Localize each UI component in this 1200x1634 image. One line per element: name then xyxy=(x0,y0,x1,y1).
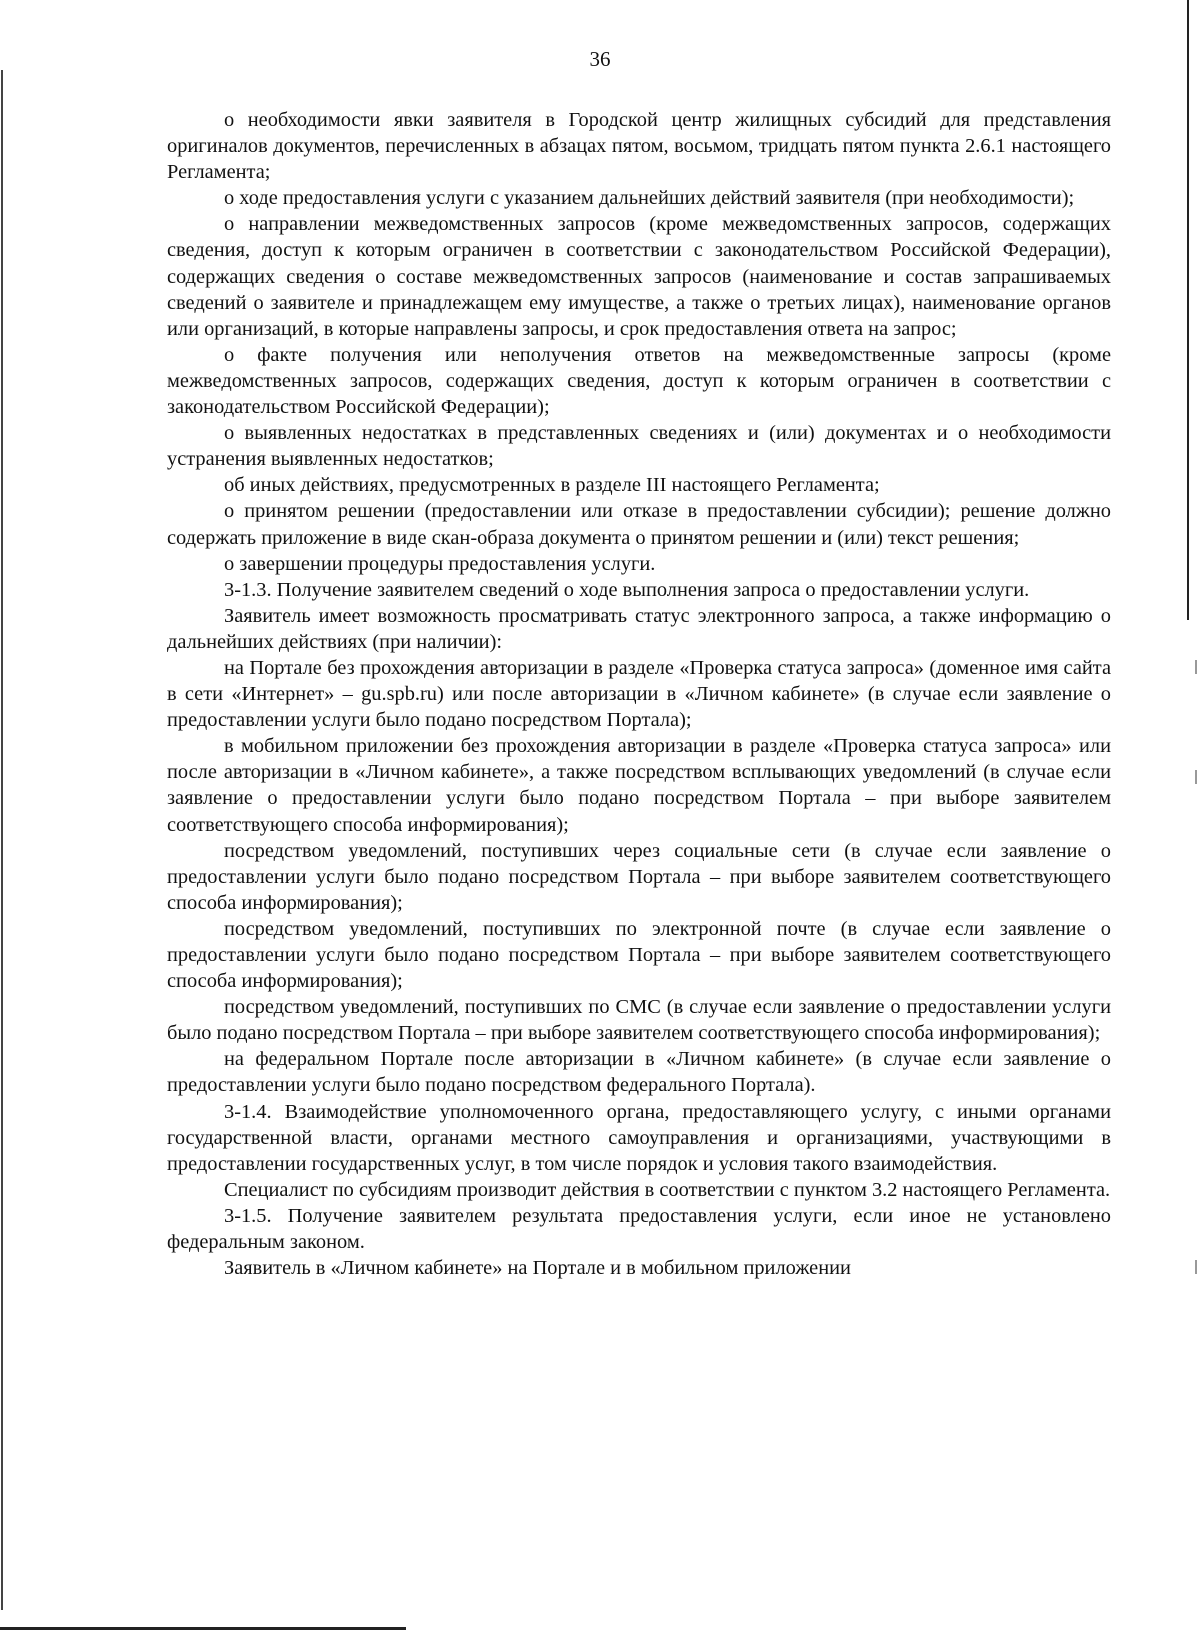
paragraph: о ходе предоставления услуги с указанием дальнейших действий заявителя (при необходимости); xyxy=(224,187,1075,210)
scan-mark xyxy=(1195,660,1197,674)
paragraph: посредством уведомлений, поступивших по электронной почте (в случае если заявление о предоставлении услуги было подано посредством Портала – при выборе заявителем соответствующего способа информирования); xyxy=(167,917,1111,993)
scan-border-bottom xyxy=(0,1627,406,1630)
paragraph: об иных действиях, предусмотренных в разделе III настоящего Регламента; xyxy=(224,474,880,497)
page-number: 36 xyxy=(589,47,611,71)
paragraph: на Портале без прохождения авторизации в разделе «Проверка статуса запроса» (доменное имя сайта в сети «Интернет» – gu.spb.ru) или после авторизации в «Личном кабинете» (в случае если заявление о предоставлении услуги было подано посредством Портала); xyxy=(167,656,1111,732)
scan-mark xyxy=(1195,1260,1197,1274)
section-heading: 3-1.3. Получение заявителем сведений о ходе выполнения запроса о предоставлении услуги. xyxy=(224,578,1030,601)
paragraph: о принятом решении (предоставлении или отказе в предоставлении субсидии); решение должно содержать приложение в виде скан-образа документа о принятом решении и (или) текст решения; xyxy=(167,500,1111,549)
scan-border-left xyxy=(1,70,3,1610)
scan-border-right xyxy=(1187,0,1189,620)
paragraph: на федеральном Портале после авторизации в «Личном кабинете» (в случае если заявление о предоставлении услуги было подано посредством федерального Портала). xyxy=(167,1048,1111,1097)
paragraph: о выявленных недостатках в представленных сведениях и (или) документах и о необходимости устранения выявленных недостатков; xyxy=(167,422,1111,471)
paragraph: о факте получения или неполучения ответов на межведомственные запросы (кроме межведомственных запросов, содержащих сведения, доступ к которым ограничен в соответствии с законодательством Российской Федерации); xyxy=(167,343,1111,419)
paragraph: посредством уведомлений, поступивших через социальные сети (в случае если заявление о предоставлении услуги было подано посредством Портала – при выборе заявителем соответствующего способа информирования); xyxy=(167,839,1111,914)
scan-mark xyxy=(1195,770,1197,784)
paragraph: о направлении межведомственных запросов (кроме межведомственных запросов, содержащих сведения, доступ к которым ограничен в соответствии с законодательством Российской Федерации), содержащих сведения о составе межведомственных запросов (наименование и состав запрашиваемых сведений о заявителе и принадлежащем ему имуществе, а также о третьих лицах), наименование органов или организаций, в которые направлены запросы, и срок предоставления ответа на запрос; xyxy=(167,213,1111,340)
paragraph: посредством уведомлений, поступивших по СМС (в случае если заявление о предоставлении услуги было подано посредством Портала – при выборе заявителем соответствующего способа информирования); xyxy=(167,996,1111,1045)
section-heading: 3-1.4. Взаимодействие уполномоченного органа, предоставляющего услугу, с иными органами государственной власти, органами местного самоуправления и организациями, участвующими в предоставлении государственных услуг, в том числе порядок и условия такого взаимодействия. xyxy=(167,1100,1111,1175)
paragraph: Заявитель в «Личном кабинете» на Портале и в мобильном приложении xyxy=(224,1257,851,1280)
paragraph: в мобильном приложении без прохождения авторизации в разделе «Проверка статуса запроса» или после авторизации в «Личном кабинете», а также посредством всплывающих уведомлений (в случае если заявление о предоставлении услуги было подано посредством Портала – при выборе заявителем соответствующего способа информирования); xyxy=(167,735,1111,836)
section-heading: 3-1.5. Получение заявителем результата предоставления услуги, если иное не установлено федеральным законом. xyxy=(167,1204,1111,1254)
paragraph: Заявитель имеет возможность просматривать статус электронного запроса, а также информацию о дальнейших действиях (при наличии): xyxy=(167,604,1111,653)
paragraph: о завершении процедуры предоставления услуги. xyxy=(224,552,656,575)
document-body xyxy=(167,107,1111,1281)
paragraph: о необходимости явки заявителя в Городской центр жилищных субсидий для представления оригиналов документов, перечисленных в абзацах пятом, восьмом, тридцать пятом пункта 2.6.1 настоящего Регламента; xyxy=(167,109,1111,184)
paragraph: Специалист по субсидиям производит действия в соответствии с пунктом 3.2 настоящего Регламента. xyxy=(224,1178,1111,1201)
